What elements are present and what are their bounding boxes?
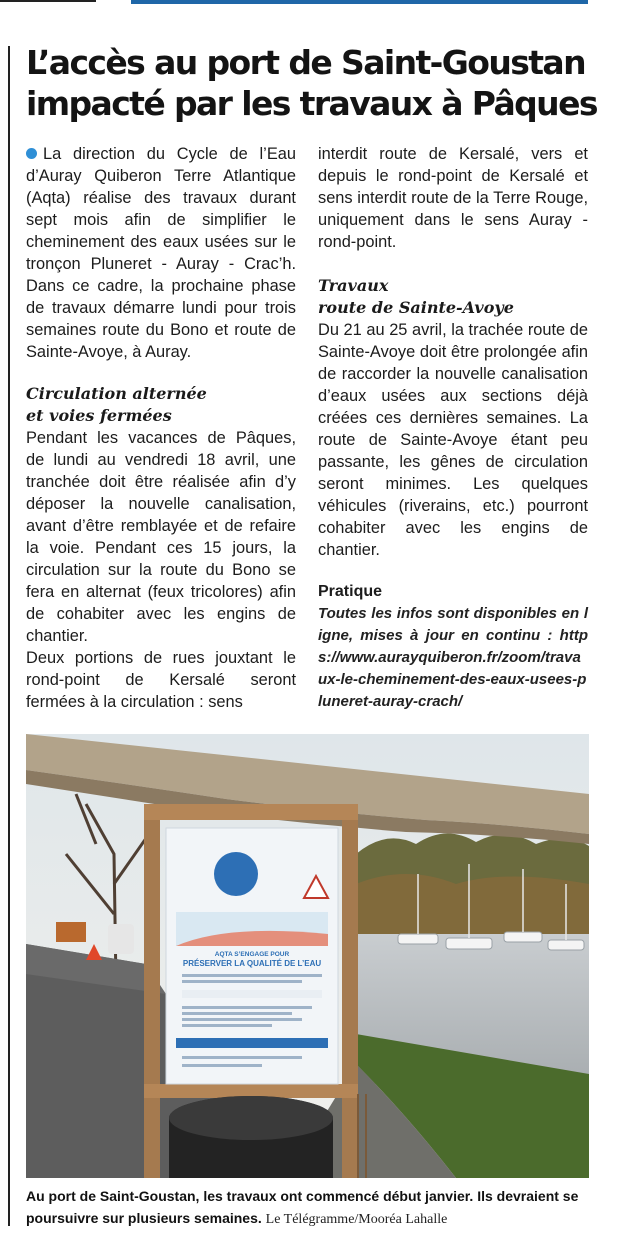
intro-text: La direction du Cycle de l’Eau d’Auray Quiberon Terre Atlantique (Aqta) réalise des travaux durant sept mois afin de simplifier le cheminement des eaux usées sur le tronçon Pluneret - Auray - Crac’h. Dans ce cadre, la prochaine phase de travaux démarre lundi pour trois semaines route du Bono et route de Sainte-Avoye, à Auray.: [26, 145, 296, 361]
left-column-rule: [8, 46, 10, 1226]
intro-paragraph: [26, 143, 296, 363]
top-rule-left: [0, 0, 96, 2]
port-work-photo: [26, 734, 589, 1178]
article-title: L’accès au port de Saint-Goustan impacté par les travaux à Pâques: [26, 43, 597, 123]
pratique-heading: Pratique: [318, 583, 383, 600]
paragraph-sainte-avoye: Du 21 au 25 avril, la trachée route de Sainte-Avoye doit être prolongée afin de raccorder la nouvelle canalisation d’eaux usées aux sections déjà créées ces dernières semaines. La route de Sainte-Avoye étant peu passante, les gênes de circulation seront minimes. Les quelques véhicules (riverains, etc.) pourront cohabiter avec les engins de chantier.: [318, 321, 588, 559]
photo-credit: Le Télégramme/Mooréa Lahalle: [265, 1212, 448, 1227]
article-photo: [26, 734, 589, 1178]
sign-headline-1: AQTA S’ENGAGE POUR: [214, 951, 290, 958]
bullet-dot-icon: [26, 148, 37, 159]
photo-caption: [26, 1185, 596, 1231]
paragraph-kersale: Deux portions de rues jouxtant le rond-point de Kersalé seront fermées à la circulation : sens: [26, 649, 296, 711]
paragraph-kersale-continued: interdit route de Kersalé, vers et depuis le rond-point de Kersalé et sens interdit route de la Terre Rouge, uniquement dans le sens Auray - rond-point.: [318, 145, 588, 251]
text-column-right-content: [318, 143, 588, 713]
caption-text: Au port de Saint-Goustan, les travaux ont commencé début janvier. Ils devraient se poursuivre sur plusieurs semaines.: [26, 1188, 579, 1226]
top-rule-blue: [131, 0, 588, 4]
text-column-left: [26, 143, 296, 713]
paragraph-paques: Pendant les vacances de Pâques, de lundi au vendredi 18 avril, une tranchée doit être réalisée afin d’y déposer la nouvelle canalisation, avant d’être remblayée et de refaire la voie. Pendant ces 15 jours, la circulation sur la route du Bono se fera en alternat (feux tricolores) afin de cohabiter avec les engins de chantier.: [26, 429, 296, 645]
subheading-circulation: Circulation alternée et voies fermées: [26, 384, 207, 425]
subheading-sainte-avoye: Travaux route de Sainte-Avoye: [318, 276, 514, 317]
pratique-link-text: Toutes les infos sont disponibles en ligne, mises à jour en continu : https://www.aurayquiberon.fr/zoom/travaux-le-cheminement-des-eaux-usees-pluneret-auray-crach/: [318, 605, 588, 710]
sign-headline-2: PRÉSERVER LA QUALITÉ DE L’EAU: [182, 959, 322, 968]
